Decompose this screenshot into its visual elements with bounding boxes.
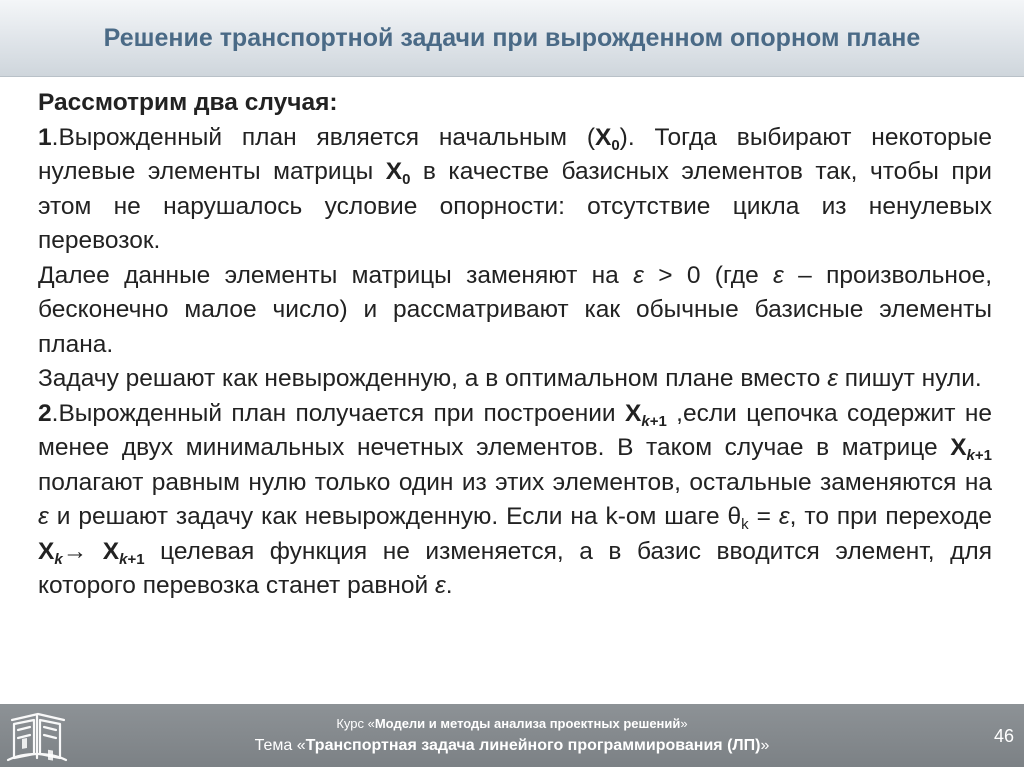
math-x: X [102, 537, 120, 565]
text-run: , то при переходе [789, 503, 993, 530]
footer-course: Курс «Модели и методы анализа проектных решений» [336, 716, 688, 731]
math-subscript [641, 413, 666, 430]
math-subscript [54, 551, 62, 568]
text-run: ). Тогда выбирают некоторые нулевые элементы матрицы [38, 123, 992, 185]
text-run: = [748, 503, 779, 530]
arrow-symbol: → [62, 537, 103, 565]
text-run: – произвольное, бесконечно малое число) и рассматривают как обычные базисные элементы плана. [38, 261, 993, 358]
slide-footer [0, 704, 1024, 767]
text-run: .Вырожденный план является начальным ( [51, 123, 595, 151]
intro-heading: Рассмотрим два случая: [38, 89, 338, 116]
text-run: > 0 (где [643, 261, 774, 289]
math-plus-one: +1 [974, 447, 992, 464]
text-run: Задачу решают как невырожденную, а в оптимальном плане вместо [38, 365, 828, 392]
math-k: k [119, 550, 128, 568]
math-epsilon: ε [633, 261, 644, 289]
text-run: . [445, 572, 453, 599]
topic-name: Транспортная задача линейного программирования (ЛП) [305, 737, 761, 754]
math-x: X [625, 399, 642, 427]
intro-paragraph [38, 86, 992, 121]
math-subscript [119, 551, 144, 568]
case-1-paragraph [38, 121, 992, 259]
math-k: k [641, 412, 650, 430]
math-epsilon: ε [38, 503, 49, 530]
math-plus-one: +1 [649, 412, 667, 430]
math-subscript: k [741, 516, 749, 533]
solve-paragraph [38, 362, 992, 397]
math-epsilon: ε [778, 503, 790, 530]
math-k: k [966, 447, 975, 464]
case-number: 1 [38, 123, 52, 151]
text-run: пишут нули. [837, 365, 982, 392]
case-number: 2 [38, 399, 52, 427]
text-run: ,если цепочка содержит не менее двух минимальных нечетных элементов. В таком случае в матрице [38, 399, 993, 461]
math-plus-one: +1 [127, 550, 145, 568]
case-2-paragraph [38, 397, 992, 604]
epsilon-paragraph [38, 259, 992, 363]
math-x: X [594, 123, 612, 151]
math-k: k [54, 550, 63, 568]
text-run: Далее данные элементы матрицы заменяют на [38, 261, 634, 289]
text-run: .Вырожденный план получается при построении [51, 399, 625, 427]
math-epsilon: ε [827, 365, 838, 392]
math-epsilon: ε [435, 572, 446, 599]
text-run: полагают равным нулю только один из этих элементов, остальные заменяются на [38, 468, 992, 496]
page-number: 46 [993, 726, 1014, 746]
slide-content [38, 86, 992, 604]
text-run: и решают задачу как невырожденную. Если на k-ом шаге θ [48, 503, 742, 530]
course-name: Модели и методы анализа проектных решений [374, 716, 681, 731]
slide-title: Решение транспортной задачи при вырожденном опорном плане [103, 24, 921, 52]
math-subscript: 0 [611, 136, 620, 154]
footer-topic: Тема «Транспортная задача линейного программирования (ЛП)» [254, 737, 770, 754]
math-x: X [38, 537, 55, 565]
math-subscript [967, 447, 992, 464]
text-run: в качестве базисных элементов так, чтобы при этом не нарушалось условие опорности: отсутствие цикла из ненулевых перевозок. [38, 158, 992, 254]
math-x: X [385, 158, 403, 185]
title-bar [0, 0, 1024, 77]
math-subscript: 0 [402, 171, 411, 188]
math-epsilon: ε [773, 261, 784, 289]
text-run: целевая функция не изменяется, а в базис вводится элемент, для которого перевозка станет равной [38, 537, 992, 599]
math-x: X [950, 434, 967, 461]
